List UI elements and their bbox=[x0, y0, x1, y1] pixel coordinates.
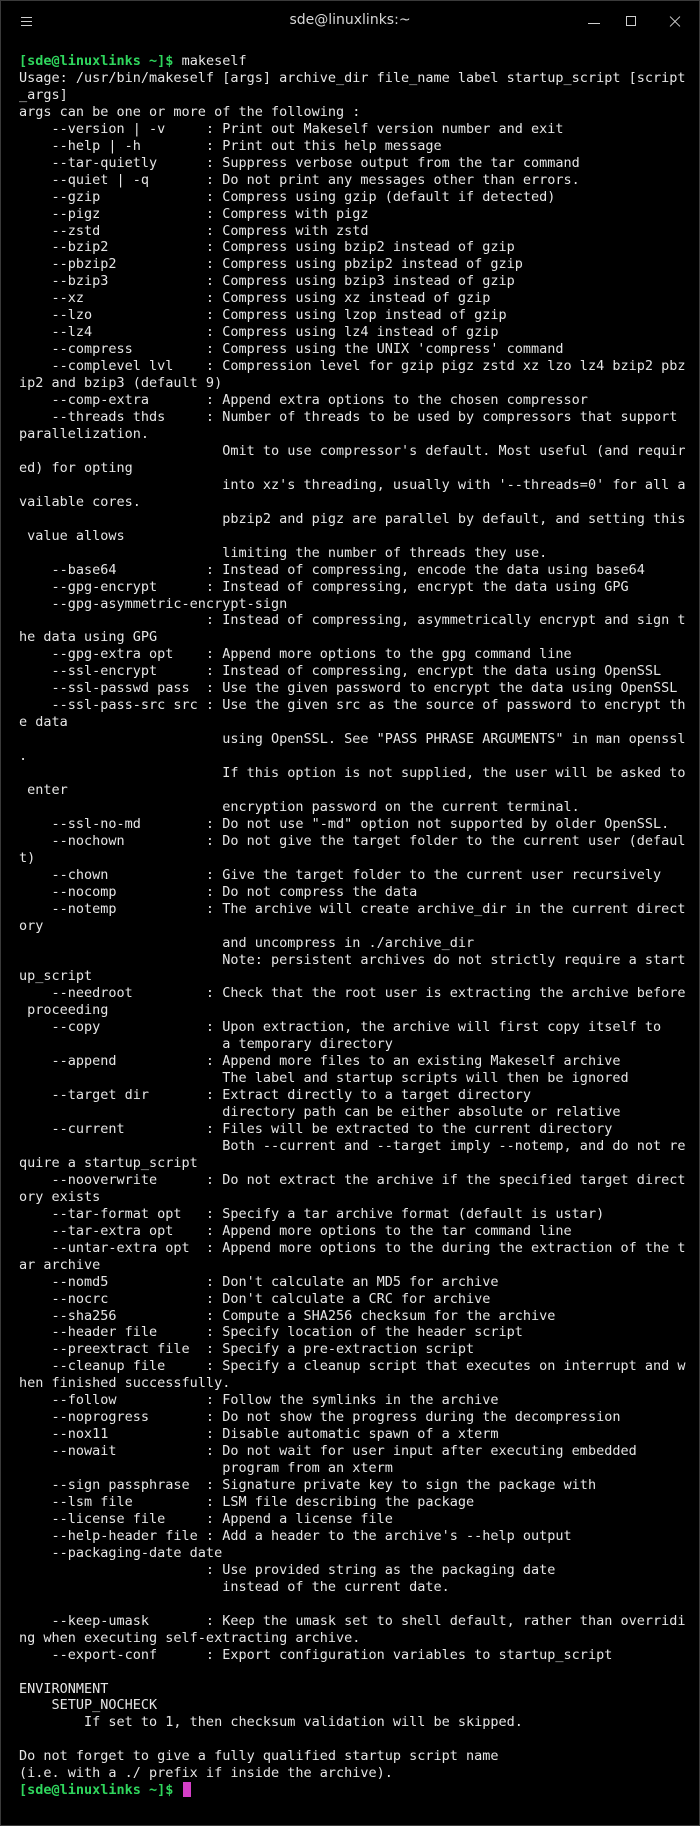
output-line: --sha256 : Compute a SHA256 checksum for the archive bbox=[19, 1307, 556, 1324]
output-line: If this option is not supplied, the user will be asked to bbox=[19, 765, 686, 782]
output-line: up_script bbox=[19, 968, 93, 985]
shell-prompt-final: [sde@linuxlinks ~]$ bbox=[19, 1782, 174, 1799]
output-line: ng when executing self-extracting archive. bbox=[19, 1629, 361, 1646]
output-line: : Use provided string as the packaging date bbox=[19, 1561, 556, 1578]
close-icon[interactable] bbox=[663, 9, 687, 33]
output-line: ip2 and bzip3 (default 9) bbox=[19, 375, 223, 392]
terminal-output[interactable] bbox=[19, 53, 689, 1799]
output-line: --ssl-pass-src src : Use the given src as the source of password to encrypt th bbox=[19, 697, 686, 714]
output-line: --help | -h : Print out this help message bbox=[19, 137, 442, 154]
output-line: --chown : Give the target folder to the current user recursively bbox=[19, 866, 662, 883]
output-line: --ssl-encrypt : Instead of compressing, encrypt the data using OpenSSL bbox=[19, 663, 662, 680]
output-line: --target dir : Extract directly to a target directory bbox=[19, 1087, 532, 1104]
output-line: hen finished successfully. bbox=[19, 1375, 231, 1392]
output-line: quire a startup_script bbox=[19, 1154, 198, 1171]
output-line: --notemp : The archive will create archive_dir in the current direct bbox=[19, 900, 686, 917]
output-line: --sign passphrase : Signature private key to sign the package with bbox=[19, 1477, 597, 1494]
entered-command: makeself bbox=[173, 53, 247, 69]
output-line: --nocrc : Don't calculate a CRC for archive bbox=[19, 1290, 491, 1307]
output-line: encryption password on the current terminal. bbox=[19, 798, 580, 815]
output-line: into xz's threading, usually with '--threads=0' for all a bbox=[19, 476, 686, 493]
output-line: --gzip : Compress using gzip (default if detected) bbox=[19, 188, 556, 205]
output-line: --nochown : Do not give the target folder to the current user (defaul bbox=[19, 832, 686, 849]
output-line: (i.e. with a ./ prefix if inside the archive). bbox=[19, 1765, 393, 1782]
output-line: --bzip2 : Compress using bzip2 instead of gzip bbox=[19, 239, 515, 256]
output-line: --preextract file : Specify a pre-extraction script bbox=[19, 1341, 475, 1358]
output-line: ory bbox=[19, 917, 44, 934]
output-line: he data using GPG bbox=[19, 629, 158, 646]
output-line bbox=[19, 1731, 689, 1748]
output-line: --license file : Append a license file bbox=[19, 1510, 393, 1527]
output-line: --export-conf : Export configuration variables to startup_script bbox=[19, 1646, 613, 1663]
output-line: _args] bbox=[19, 86, 68, 103]
output-line: --ssl-passwd pass : Use the given password to encrypt the data using OpenSSL bbox=[19, 680, 678, 697]
output-line: --current : Files will be extracted to the current directory bbox=[19, 1121, 613, 1138]
shell-prompt: [sde@linuxlinks ~]$ bbox=[19, 53, 174, 69]
output-line: --cleanup file : Specify a cleanup script that executes on interrupt and w bbox=[19, 1358, 686, 1375]
command-line bbox=[19, 53, 689, 70]
output-line: --quiet | -q : Do not print any messages other than errors. bbox=[19, 171, 580, 188]
output-line: --bzip3 : Compress using bzip3 instead of gzip bbox=[19, 273, 515, 290]
output-line: --ssl-no-md : Do not use "-md" option not supported by older OpenSSL. bbox=[19, 815, 670, 832]
output-line: --comp-extra : Append extra options to the chosen compressor bbox=[19, 392, 588, 409]
output-line: --tar-extra opt : Append more options to the tar command line bbox=[19, 1222, 572, 1239]
output-line: --xz : Compress using xz instead of gzip bbox=[19, 290, 491, 307]
output-line: If set to 1, then checksum validation will be skipped. bbox=[19, 1714, 523, 1731]
output-line: program from an xterm bbox=[19, 1460, 393, 1477]
output-line: Both --current and --target imply --notemp, and do not re bbox=[19, 1138, 686, 1154]
output-line: --nomd5 : Don't calculate an MD5 for archive bbox=[19, 1273, 499, 1290]
output-line: --needroot : Check that the root user is extracting the archive before bbox=[19, 985, 686, 1002]
output-line: enter bbox=[19, 781, 68, 798]
output-line: ed) for opting bbox=[19, 459, 133, 476]
output-line: --lz4 : Compress using lz4 instead of gzip bbox=[19, 324, 499, 341]
output-line: --tar-format opt : Specify a tar archive format (default is ustar) bbox=[19, 1205, 605, 1222]
output-line: Do not forget to give a fully qualified startup script name bbox=[19, 1748, 499, 1765]
output-line: --follow : Follow the symlinks in the archive bbox=[19, 1392, 499, 1409]
output-line: ar archive bbox=[19, 1256, 101, 1273]
output-line: directory path can be either absolute or relative bbox=[19, 1104, 621, 1121]
output-line: instead of the current date. bbox=[19, 1578, 450, 1595]
output-line: SETUP_NOCHECK bbox=[19, 1697, 158, 1714]
maximize-icon[interactable] bbox=[619, 9, 643, 33]
output-line: --gpg-encrypt : Instead of compressing, encrypt the data using GPG bbox=[19, 578, 629, 595]
output-line: --packaging-date date bbox=[19, 1544, 223, 1561]
output-line: e data bbox=[19, 714, 68, 731]
help-output bbox=[19, 70, 689, 1782]
output-line: --untar-extra opt : Append more options to the during the extraction of the t bbox=[19, 1239, 686, 1256]
output-line: --version | -v : Print out Makeself version number and exit bbox=[19, 120, 564, 137]
output-line: --nocomp : Do not compress the data bbox=[19, 883, 418, 900]
output-line: vailable cores. bbox=[19, 493, 141, 510]
output-line: parallelization. bbox=[19, 425, 150, 442]
output-line: --append : Append more files to an existing Makeself archive bbox=[19, 1053, 621, 1070]
window-title: sde@linuxlinks:~ bbox=[289, 12, 411, 28]
output-line: --copy : Upon extraction, the archive will first copy itself to bbox=[19, 1019, 662, 1036]
output-line: --gpg-extra opt : Append more options to the gpg command line bbox=[19, 646, 572, 663]
text-cursor bbox=[183, 1782, 191, 1797]
output-line: --nooverwrite : Do not extract the archive if the specified target direct bbox=[19, 1171, 686, 1188]
output-line: : Instead of compressing, asymmetrically encrypt and sign t bbox=[19, 612, 686, 629]
output-line: args can be one or more of the following : bbox=[19, 103, 361, 120]
title-bar[interactable] bbox=[1, 1, 699, 41]
output-line: ory exists bbox=[19, 1188, 101, 1205]
output-line: proceeding bbox=[19, 1002, 109, 1019]
output-line: . bbox=[19, 748, 28, 765]
output-line: Omit to use compressor's default. Most useful (and requir bbox=[19, 442, 686, 459]
output-line: limiting the number of threads they use. bbox=[19, 544, 548, 561]
output-line: t) bbox=[19, 849, 36, 866]
output-line: --base64 : Instead of compressing, encode the data using base64 bbox=[19, 561, 645, 578]
output-line: ENVIRONMENT bbox=[19, 1680, 109, 1697]
output-line: --nox11 : Disable automatic spawn of a xterm bbox=[19, 1426, 499, 1443]
output-line: Usage: /usr/bin/makeself [args] archive_dir file_name label startup_script [script bbox=[19, 69, 686, 86]
output-line: --lzo : Compress using lzop instead of gzip bbox=[19, 307, 507, 324]
output-line: Note: persistent archives do not strictly require a start bbox=[19, 951, 686, 968]
output-line: --pigz : Compress with pigz bbox=[19, 205, 369, 222]
output-line: --gpg-asymmetric-encrypt-sign bbox=[19, 595, 288, 612]
output-line: --threads thds : Number of threads to be used by compressors that support bbox=[19, 409, 678, 426]
output-line: a temporary directory bbox=[19, 1036, 393, 1053]
output-line bbox=[19, 1596, 689, 1613]
output-line: pbzip2 and pigz are parallel by default, and setting this bbox=[19, 510, 686, 527]
output-line: --help-header file : Add a header to the archive's --help output bbox=[19, 1527, 572, 1544]
output-line: The label and startup scripts will then be ignored bbox=[19, 1070, 629, 1087]
output-line: using OpenSSL. See "PASS PHRASE ARGUMENTS" in man openssl bbox=[19, 731, 686, 748]
output-line: --lsm file : LSM file describing the package bbox=[19, 1494, 475, 1511]
output-line: --compress : Compress using the UNIX 'compress' command bbox=[19, 341, 564, 358]
output-line: --pbzip2 : Compress using pbzip2 instead of gzip bbox=[19, 256, 523, 273]
output-line: and uncompress in ./archive_dir bbox=[19, 934, 475, 951]
output-line: value allows bbox=[19, 527, 125, 544]
output-line: --tar-quietly : Suppress verbose output from the tar command bbox=[19, 154, 580, 171]
output-line: --complevel lvl : Compression level for gzip pigz zstd xz lzo lz4 bzip2 pbz bbox=[19, 358, 686, 375]
minimize-icon[interactable] bbox=[582, 9, 606, 33]
output-line: --zstd : Compress with zstd bbox=[19, 222, 369, 239]
output-line: --nowait : Do not wait for user input after executing embedded bbox=[19, 1443, 637, 1460]
output-line bbox=[19, 1664, 689, 1681]
output-line: --header file : Specify location of the header script bbox=[19, 1324, 523, 1341]
output-line: --noprogress : Do not show the progress during the decompression bbox=[19, 1409, 621, 1426]
output-line: --keep-umask : Keep the umask set to shell default, rather than overridi bbox=[19, 1612, 686, 1629]
final-prompt-line[interactable] bbox=[19, 1782, 689, 1799]
